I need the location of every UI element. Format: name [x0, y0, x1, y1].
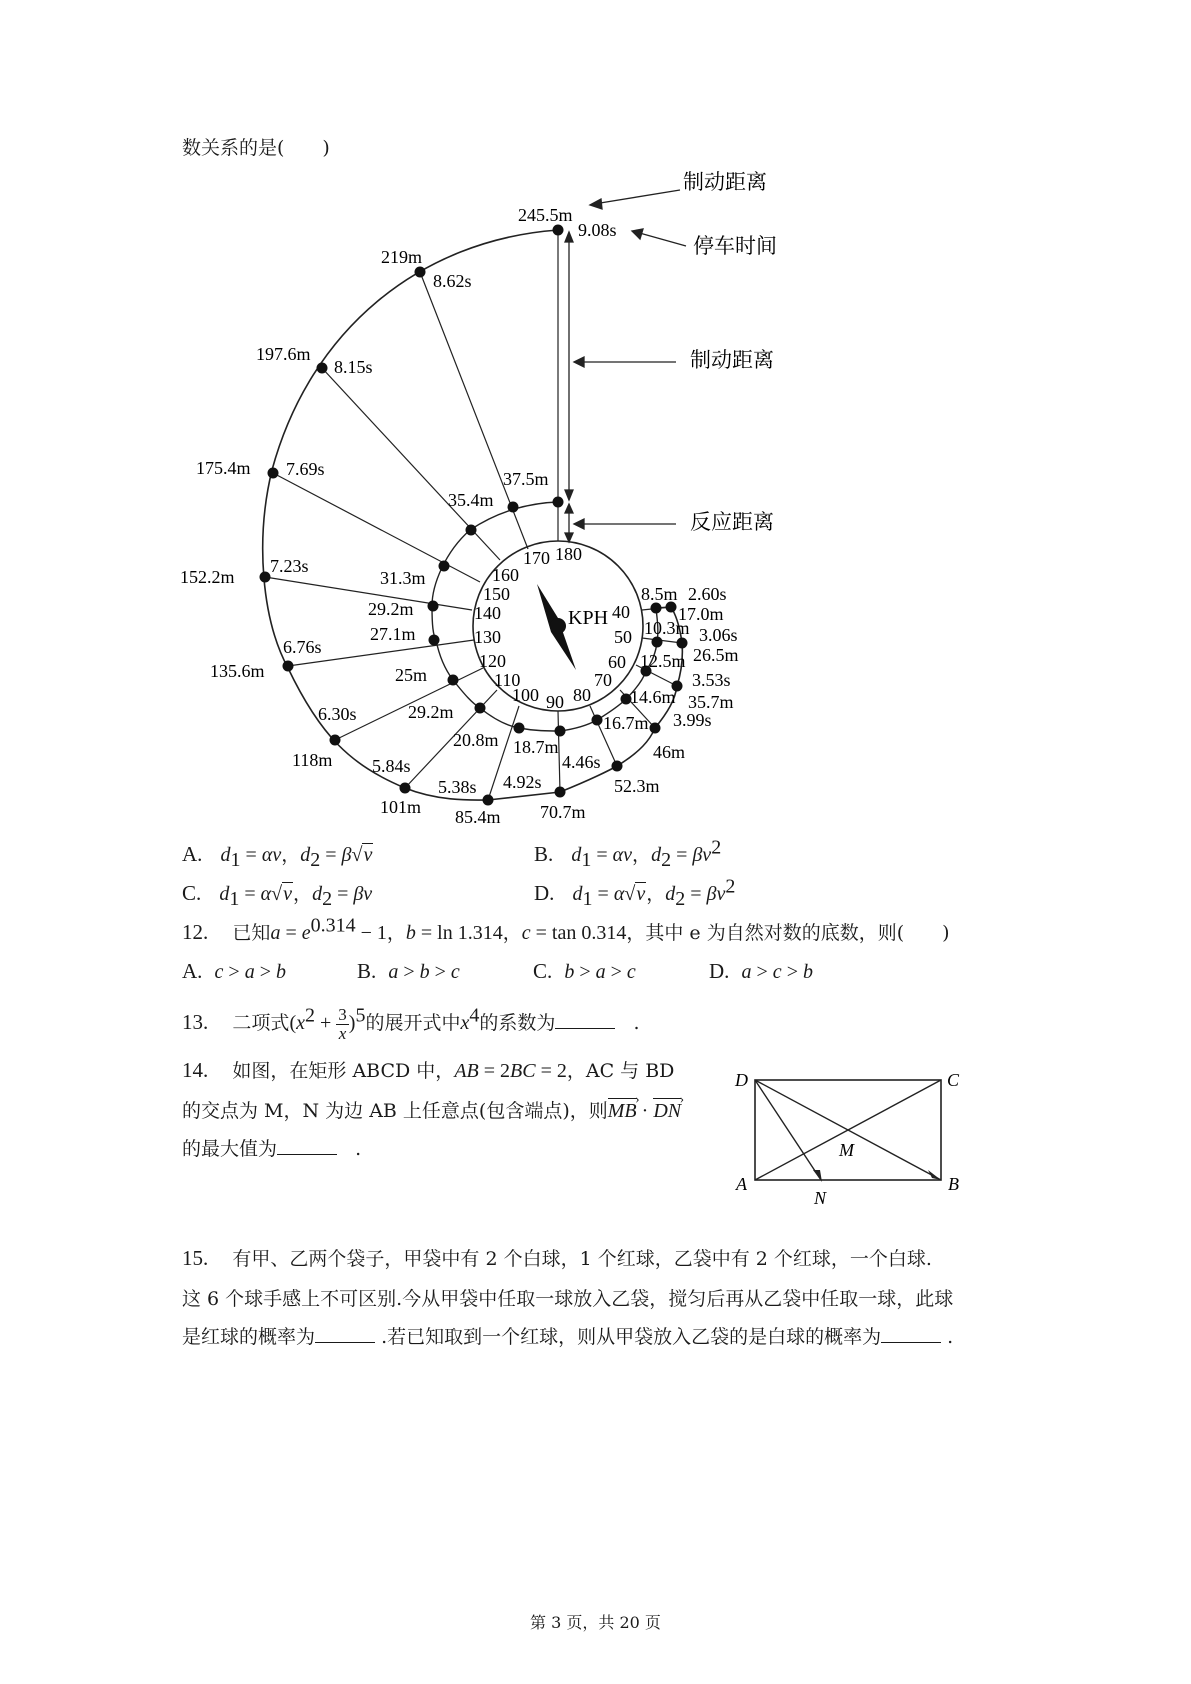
svg-text:180: 180 [555, 544, 582, 564]
rectangle-figure [725, 1062, 985, 1222]
svg-text:20.8m: 20.8m [453, 730, 499, 750]
svg-text:17.0m: 17.0m [678, 604, 724, 624]
svg-text:197.6m: 197.6m [256, 344, 311, 364]
svg-text:35.7m: 35.7m [688, 692, 734, 712]
svg-text:29.2m: 29.2m [368, 599, 414, 619]
q12-option-a: A. c > a > b [182, 959, 286, 983]
svg-text:150: 150 [483, 584, 510, 604]
q14-line2: 的交点为 M，N 为边 AB 上任意点(包含端点)，则MB › · DN › [182, 1098, 681, 1123]
svg-text:140: 140 [474, 603, 501, 623]
svg-text:16.7m: 16.7m [603, 713, 649, 733]
svg-text:100: 100 [512, 685, 539, 705]
svg-text:37.5m: 37.5m [503, 469, 549, 489]
svg-text:90: 90 [546, 692, 564, 712]
svg-text:40: 40 [612, 602, 630, 622]
q14-answer-blank[interactable] [277, 1140, 337, 1155]
label-brake-mid: 制动距离 [690, 348, 774, 372]
svg-text:14.6m: 14.6m [630, 687, 676, 707]
svg-text:5.38s: 5.38s [438, 777, 477, 797]
q15-line3: 是红球的概率为 .若已知取到一个红球，则从甲袋放入乙袋的是白球的概率为 . [182, 1326, 954, 1348]
svg-text:101m: 101m [380, 797, 422, 817]
q11-option-c: C. $d_1 = \alpha√v$，$d_2 = \beta v$ [182, 881, 373, 910]
svg-text:D: D [735, 1070, 748, 1090]
q12-option-b: B. a > b > c [357, 959, 460, 983]
svg-text:25m: 25m [395, 665, 428, 685]
q15-line1: 15. 有甲、乙两个袋子，甲袋中有 2 个白球，1 个红球，乙袋中有 2 个红球，一个白球. [182, 1246, 932, 1270]
q14-line1: 14. 如图，在矩形 ABCD 中，AB = 2BC = 2，AC 与 BD [182, 1058, 675, 1082]
svg-text:170: 170 [523, 548, 550, 568]
svg-text:70: 70 [594, 670, 612, 690]
svg-text:2.60s: 2.60s [688, 584, 727, 604]
q12-stem: 12. 已知$a = e^{0.314} - 1$，b = ln 1.314，c = tan 0.314，其中 e 为自然对数的底数，则( ) [182, 914, 950, 944]
page-footer: 第 3 页，共 20 页 [530, 1613, 661, 1632]
svg-text:10.3m: 10.3m [644, 618, 690, 638]
svg-text:245.5m: 245.5m [518, 205, 573, 225]
intro-text: 数关系的是( ) [182, 137, 330, 159]
svg-text:M: M [839, 1140, 854, 1160]
svg-text:18.7m: 18.7m [513, 737, 559, 757]
svg-text:31.3m: 31.3m [380, 568, 426, 588]
svg-text:219m: 219m [381, 247, 423, 267]
q15-answer-blank-2[interactable] [881, 1328, 941, 1343]
svg-text:4.92s: 4.92s [503, 772, 542, 792]
svg-text:46m: 46m [653, 742, 686, 762]
svg-text:35.4m: 35.4m [448, 490, 494, 510]
svg-text:29.2m: 29.2m [408, 702, 454, 722]
svg-text:50: 50 [614, 627, 632, 647]
q12-option-c: C. b > a > c [533, 959, 636, 983]
label-brake-top: 制动距离 [683, 170, 767, 194]
svg-text:5.84s: 5.84s [372, 756, 411, 776]
svg-text:3.99s: 3.99s [673, 710, 712, 730]
svg-text:60: 60 [608, 652, 626, 672]
svg-text:7.23s: 7.23s [270, 556, 309, 576]
q11-option-a: A. $d_1 = \alpha v$，$d_2 = \beta√v$ [182, 842, 373, 871]
label-stop-time: 停车时间 [693, 234, 777, 258]
svg-text:4.46s: 4.46s [562, 752, 601, 772]
svg-text:6.30s: 6.30s [318, 704, 357, 724]
svg-text:85.4m: 85.4m [455, 807, 501, 827]
svg-text:8.62s: 8.62s [433, 271, 472, 291]
svg-text:N: N [814, 1188, 827, 1208]
svg-text:8.5m: 8.5m [641, 584, 678, 604]
svg-text:3.06s: 3.06s [699, 625, 738, 645]
svg-text:175.4m: 175.4m [196, 458, 251, 478]
svg-text:152.2m: 152.2m [180, 567, 235, 587]
q13-answer-blank[interactable] [555, 1014, 615, 1029]
svg-text:C: C [947, 1070, 960, 1090]
q15-answer-blank-1[interactable] [315, 1328, 375, 1343]
svg-text:9.08s: 9.08s [578, 220, 617, 240]
q12-option-d: D. a > c > b [709, 959, 813, 983]
svg-text:135.6m: 135.6m [210, 661, 265, 681]
q13-stem: 13. 二项式($x^2$ + $\frac{3}{x}$ )$^5$的展开式中$x^4$的系数为 . [182, 1004, 640, 1043]
svg-text:3.53s: 3.53s [692, 670, 731, 690]
center-label: KPH [568, 607, 609, 629]
q15-line2: 这 6 个球手感上不可区别.今从甲袋中任取一球放入乙袋，搅匀后再从乙袋中任取一球，此球 [182, 1288, 954, 1310]
svg-text:130: 130 [474, 627, 501, 647]
svg-text:7.69s: 7.69s [286, 459, 325, 479]
svg-text:120: 120 [479, 651, 506, 671]
q11-option-b: B. $d_1 = \alpha v$，$d_2 = \beta v^2$ [534, 836, 722, 871]
svg-text:80: 80 [573, 685, 591, 705]
svg-text:B: B [948, 1174, 959, 1194]
label-react: 反应距离 [690, 510, 774, 534]
svg-text:A: A [736, 1174, 747, 1194]
svg-text:160: 160 [492, 565, 519, 585]
svg-text:110: 110 [494, 670, 521, 690]
dimension-arrows [565, 190, 686, 542]
svg-text:26.5m: 26.5m [693, 645, 739, 665]
svg-text:6.76s: 6.76s [283, 637, 322, 657]
svg-text:70.7m: 70.7m [540, 802, 586, 822]
q14-line3: 的最大值为 . [182, 1138, 362, 1160]
svg-text:118m: 118m [292, 750, 333, 770]
q11-option-d: D. $d_1 = \alpha√v$，$d_2 = \beta v^2$ [534, 875, 736, 910]
svg-text:52.3m: 52.3m [614, 776, 660, 796]
svg-text:27.1m: 27.1m [370, 624, 416, 644]
svg-text:8.15s: 8.15s [334, 357, 373, 377]
svg-text:12.5m: 12.5m [640, 651, 686, 671]
